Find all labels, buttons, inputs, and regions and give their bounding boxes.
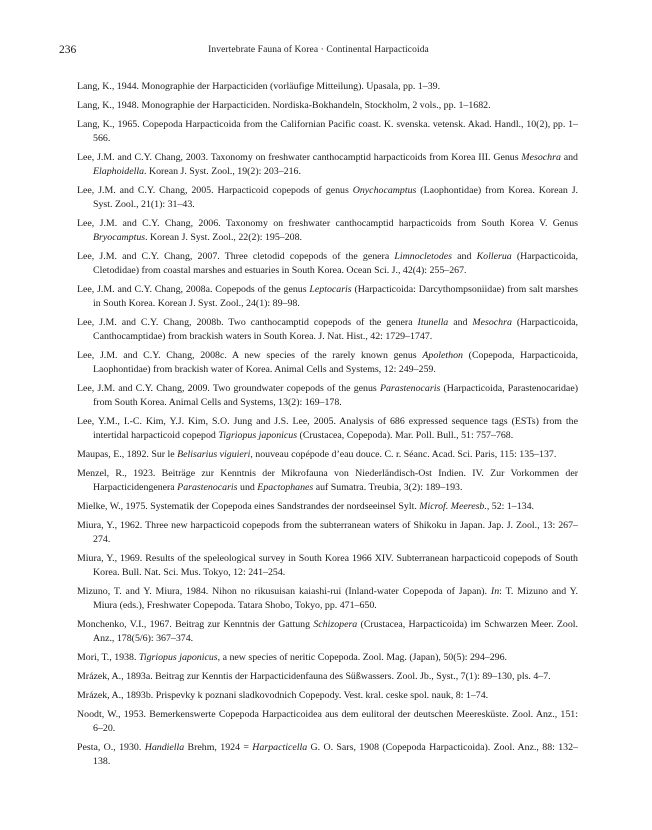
reference-entry	[77, 184, 578, 212]
reference-entry	[77, 250, 578, 278]
reference-entry	[77, 519, 578, 547]
reference-text: auf Sumatra. Treubia, 3(2): 189–193.	[313, 482, 463, 493]
reference-text: Mrázek, A., 1893a. Beitrag zur Kenntis der Harpacticidenfauna des Süßwassers. Zool. Jb., Syst., 7(1): 89–130, pls. 4–7.	[77, 671, 551, 682]
italic-taxon-text: Mesochra	[472, 317, 512, 328]
reference-text: and	[452, 251, 477, 262]
reference-entry	[77, 741, 578, 769]
reference-text: (Crustacea, Copepoda). Mar. Poll. Bull., 51: 757–768.	[297, 430, 514, 441]
reference-text: Miura, Y., 1969. Results of the speleological survey in South Korea 1966 XIV. Subterranean harpacticoid copepods of South Korea. Bull. Nat. Sci. Mus. Tokyo, 12: 241–254.	[77, 553, 578, 578]
reference-text: (Harpacticoida, Canthocamptidae) from brackish waters in South Korea. J. Nat. Hist., 42: 1729–1747.	[93, 317, 578, 342]
reference-entry	[77, 500, 578, 514]
reference-text: und	[237, 482, 258, 493]
reference-text: (Harpacticoida: Darcythompsoniidae) from salt marshes in South Korea. Korean J. Syst. Zool., 24(1): 89–98.	[93, 284, 578, 309]
italic-taxon-text: Limnocletodes	[394, 251, 452, 262]
reference-text: (Harpacticoida, Parastenocaridae) from South Korea. Animal Cells and Systems, 13(2): 169–178.	[93, 383, 578, 408]
reference-entry	[77, 708, 578, 736]
page-header	[59, 44, 578, 58]
running-title: Invertebrate Fauna of Korea · Continental Harpacticoida	[208, 45, 429, 55]
italic-taxon-text: Handiella	[144, 742, 185, 753]
italic-taxon-text: Harpacticella	[252, 742, 308, 753]
reference-text: and	[560, 152, 578, 163]
reference-text: Miura, Y., 1962. Three new harpacticoid copepods from the subterranean waters of Shikoku in Japan. Jap. J. Zool., 13: 267–274.	[77, 520, 578, 545]
reference-text: . Korean J. Syst. Zool., 19(2): 203–216.	[144, 166, 301, 177]
reference-text: Mori, T., 1938.	[77, 652, 139, 663]
reference-entry	[77, 80, 578, 94]
italic-taxon-text: Parastenocaris	[379, 383, 441, 394]
reference-text: Maupas, E., 1892. Sur le	[77, 449, 178, 460]
italic-taxon-text: Tigriopus japonicus	[138, 652, 218, 663]
reference-entry	[77, 651, 578, 665]
reference-text: Lang, K., 1944. Monographie der Harpacticiden (vorläufige Mitteilung). Upasala, pp. 1–39.	[77, 81, 441, 92]
reference-text: Lee, Y.M., I.-C. Kim, Y.J. Kim, S.O. Jung and J.S. Lee, 2005. Analysis of 686 expressed sequence tags (ESTs) from the intertidal harpacticoid copepod	[77, 416, 578, 441]
reference-text: Menzel, R., 1923. Beiträge zur Kenntnis der Mikrofauna von Niederländisch-Ost Indien. IV. Zur Vorkommen der Harpacticidengenera	[77, 468, 578, 493]
italic-taxon-text: Kollerua	[476, 251, 512, 262]
reference-text: Lang, K., 1965. Copepoda Harpacticoida from the Californian Pacific coast. K. svenska. vetensk. Akad. Handl., 10(2), pp. 1–566.	[77, 119, 578, 144]
reference-text: Pesta, O., 1930.	[77, 742, 145, 753]
italic-taxon-text: Leptocaris	[309, 284, 352, 295]
reference-text: Brehm, 1924 =	[184, 742, 253, 753]
reference-text: Lang, K., 1948. Monographie der Harpacticiden. Nordiska-Bokhandeln, Stockholm, 2 vols., pp. 1–1682.	[77, 100, 491, 111]
italic-taxon-text: Itunella	[417, 317, 449, 328]
reference-text: (Copepoda, Harpacticoida, Laophontidae) from brackish water of Korea. Animal Cells and Systems, 12: 249–259.	[93, 350, 578, 375]
reference-text: Lee, J.M. and C.Y. Chang, 2008c. A new species of the rarely known genus	[77, 350, 423, 361]
italic-taxon-text: Microf. Meeresb.	[419, 501, 487, 512]
reference-text: Lee, J.M. and C.Y. Chang, 2008a. Copepods of the genus	[77, 284, 310, 295]
reference-text: , nouveau copépode d’eau douce. C. r. Séanc. Acad. Sci. Paris, 115: 135–137.	[250, 449, 557, 460]
reference-text: , a new species of neritic Copepoda. Zool. Mag. (Japan), 50(5): 294–296.	[217, 652, 507, 663]
reference-entry	[77, 689, 578, 703]
italic-taxon-text: Bryocamptus	[93, 232, 146, 243]
reference-text: Mielke, W., 1975. Systematik der Copepoda eines Sandstrandes der nordseeinsel Sylt.	[77, 501, 420, 512]
reference-entry	[77, 618, 578, 646]
reference-entry	[77, 382, 578, 410]
reference-entry	[77, 99, 578, 113]
italic-taxon-text: In	[490, 586, 500, 597]
reference-entry	[77, 316, 578, 344]
italic-taxon-text: Schizopera	[313, 619, 358, 630]
italic-taxon-text: Belisarius viguieri	[177, 449, 251, 460]
reference-text: : T. Mizuno and Y. Miura (eds.), Freshwater Copepoda. Tatara Shobo, Tokyo, pp. 471–650.	[93, 586, 578, 611]
reference-entry	[77, 283, 578, 311]
italic-taxon-text: Elaphoidella	[93, 166, 145, 177]
reference-text: Noodt, W., 1953. Bemerkenswerte Copepoda Harpacticoidea aus dem eulitoral der deutschen Meeresküste. Zool. Anz., 151: 6–20.	[77, 709, 578, 734]
reference-text: Lee, J.M. and C.Y. Chang, 2009. Two groundwater copepods of the genus	[77, 383, 380, 394]
reference-text: . Korean J. Syst. Zool., 22(2): 195–208.	[145, 232, 303, 243]
reference-text: , 52: 1–134.	[486, 501, 535, 512]
italic-taxon-text: Mesochra	[521, 152, 561, 163]
reference-text: Lee, J.M. and C.Y. Chang, 2006. Taxonomy on freshwater canthocamptid harpacticoids from South Korea V. Genus	[77, 218, 578, 229]
reference-entry	[77, 552, 578, 580]
reference-list	[77, 80, 578, 774]
reference-entry	[77, 467, 578, 495]
reference-text: Mrázek, A., 1893b. Prispevky k poznani sladkovodnich Copepody. Vest. kral. ceske spol. nauk, 8: 1–74.	[77, 690, 489, 701]
reference-text: Monchenko, V.I., 1967. Beitrag zur Kenntnis der Gattung	[77, 619, 314, 630]
reference-entry	[77, 670, 578, 684]
reference-text: Lee, J.M. and C.Y. Chang, 2005. Harpacticoid copepods of genus	[77, 185, 353, 196]
reference-text: Lee, J.M. and C.Y. Chang, 2007. Three cletodid copepods of the genera	[77, 251, 395, 262]
reference-entry	[77, 118, 578, 146]
italic-taxon-text: Onychocamptus	[352, 185, 417, 196]
reference-text: G. O. Sars, 1908 (Copepoda Harpacticoida). Zool. Anz., 88: 132–138.	[93, 742, 578, 767]
reference-entry	[77, 349, 578, 377]
reference-text: and	[448, 317, 473, 328]
italic-taxon-text: Tigriopus japonicus	[218, 430, 298, 441]
reference-text: (Laophontidae) from Korea. Korean J. Syst. Zool., 21(1): 31–43.	[93, 185, 579, 210]
reference-entry	[77, 151, 578, 179]
reference-entry	[77, 415, 578, 443]
reference-entry	[77, 585, 578, 613]
italic-taxon-text: Apolethon	[422, 350, 463, 361]
reference-text: Mizuno, T. and Y. Miura, 1984. Nihon no rikusuisan kaiashi-rui (Inland-water Copepoda of Japan).	[77, 586, 491, 597]
reference-entry	[77, 217, 578, 245]
page-number: 236	[59, 44, 77, 56]
italic-taxon-text: Parastenocaris	[177, 482, 238, 493]
reference-text: (Harpacticoida, Cletodidae) from coastal marshes and estuaries in South Korea. Ocean Sci. J., 42(4): 255–267.	[93, 251, 578, 276]
reference-entry	[77, 448, 578, 462]
italic-taxon-text: Epactophanes	[257, 482, 314, 493]
reference-text: Lee, J.M. and C.Y. Chang, 2008b. Two canthocamptid copepods of the genera	[77, 317, 418, 328]
reference-text: (Crustacea, Harpacticoida) im Schwarzen Meer. Zool. Anz., 178(5/6): 367–374.	[93, 619, 578, 644]
reference-text: Lee, J.M. and C.Y. Chang, 2003. Taxonomy on freshwater canthocamptid harpacticoids from Korea III. Genus	[77, 152, 522, 163]
